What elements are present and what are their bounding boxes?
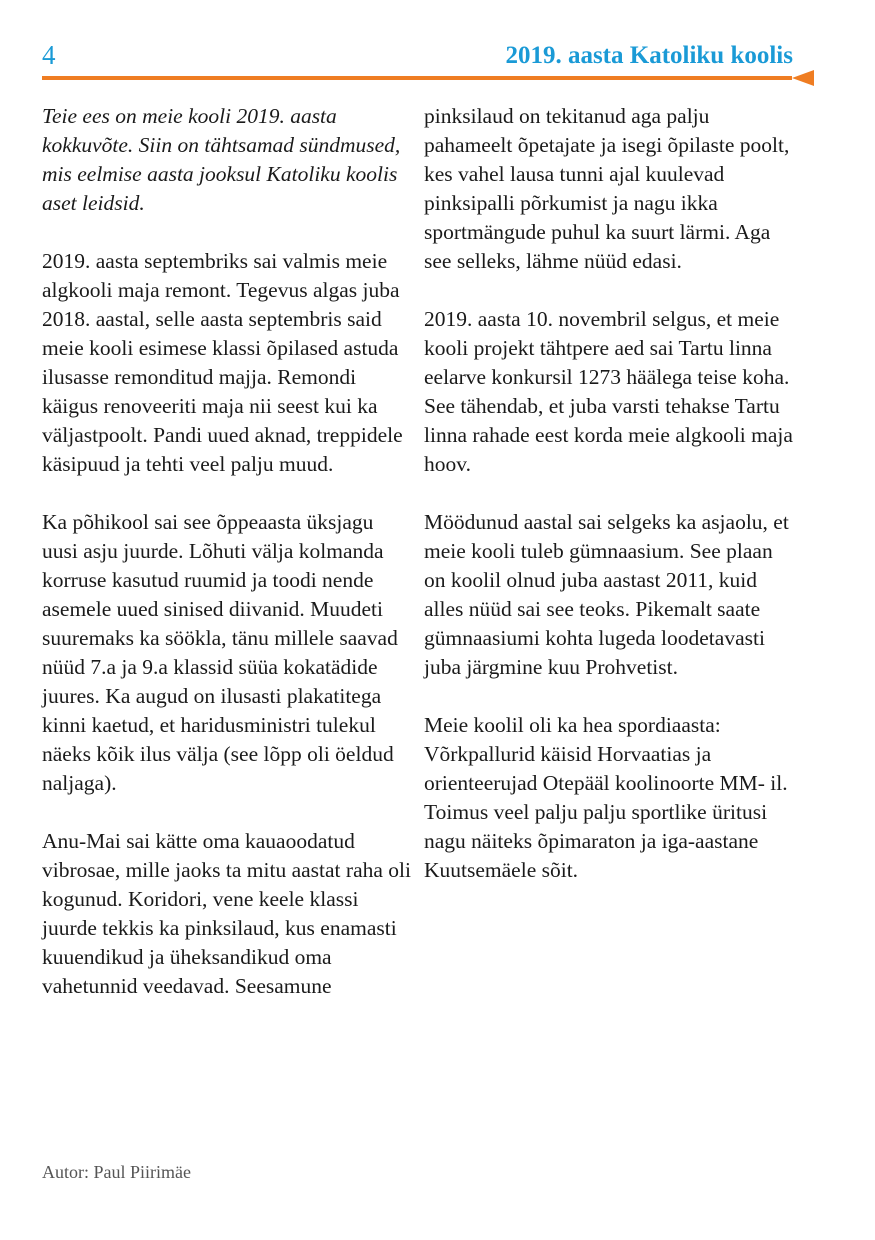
page-number: 4 <box>42 40 56 70</box>
author-credit: Autor: Paul Piirimäe <box>42 1162 191 1182</box>
article-column-right <box>424 102 796 914</box>
article-paragraph: Möödunud aastal sai selgeks ka asjaolu, et meie kooli tuleb gümnaasium. See plaan on koolil olnud juba aastast 2011, kuid alles nüüd sai see teoks. Pikemalt saate gümnaasiumi kohta lugeda loodetavasti juba järgmine kuu Prohvetist. <box>424 510 789 679</box>
article-paragraph: 2019. aasta septembriks sai valmis meie algkooli maja remont. Tegevus algas juba 2018. aastal, selle aasta septembris said meie kooli esimese klassi õpilased astuda ilusasse remonditud majja. Remondi käigus renoveeriti maja nii seest kui ka väljastpoolt. Pandi uued aknad, treppidele käsipuud ja tehti veel palju muud. <box>42 249 403 476</box>
article-paragraph: Ka põhikool sai see õppeaasta üksjagu uusi asju juurde. Lõhuti välja kolmanda korruse kasutud ruumid ja toodi nende asemele uued sinised diivanid. Muudeti suuremaks ka söökla, tänu millele saavad nüüd 7.a ja 9.a klassid süüa kokatädide juures. Ka augud on ilusasti plakatitega kinni kaetud, et haridusministri tulekul näeks kõik ilus välja (see lõpp oli öeldud naljaga). <box>42 510 398 795</box>
article-paragraph: 2019. aasta 10. novembril selgus, et meie kooli projekt tähtpere aed sai Tartu linna eelarve konkursil 1273 häälega teise koha. See tähendab, et juba varsti tehakse Tartu linna rahade eest korda meie algkooli maja hoov. <box>424 307 793 476</box>
article-paragraph: Anu-Mai sai kätte oma kauaoodatud vibrosae, mille jaoks ta mitu aastat raha oli kogunud. Koridori, vene keele klassi juurde tekkis ka pinksilaud, kus enamasti kuuendikud ja üheksandikud oma vahetunnid veedavad. Seesamune <box>42 829 411 998</box>
article-paragraph: Meie koolil oli ka hea spordiaasta: Võrkpallurid käisid Horvaatias ja orienteerujad Otepääl koolinoorte MM- il. Toimus veel palju palju sportlike üritusi nagu näiteks õpimaraton ja iga-aastane Kuutsemäele sõit. <box>424 713 788 882</box>
article-column-left <box>42 102 414 1030</box>
header-rule <box>42 76 792 80</box>
page-title: 2019. aasta Katoliku koolis <box>505 42 793 69</box>
header-arrow-icon <box>792 70 814 86</box>
article-paragraph: pinksilaud on tekitanud aga palju pahameelt õpetajate ja isegi õpilaste poolt, kes vahel lausa tunni ajal kuulevad pinksipalli põrkumist ja nagu ikka sportmängude puhul ka suurt lärmi. Aga see selleks, lähme nüüd edasi. <box>424 104 790 273</box>
article-intro: Teie ees on meie kooli 2019. aasta kokkuvõte. Siin on tähtsamad sündmused, mis eelmise aasta jooksul Katoliku koolis aset leidsid. <box>42 104 401 215</box>
